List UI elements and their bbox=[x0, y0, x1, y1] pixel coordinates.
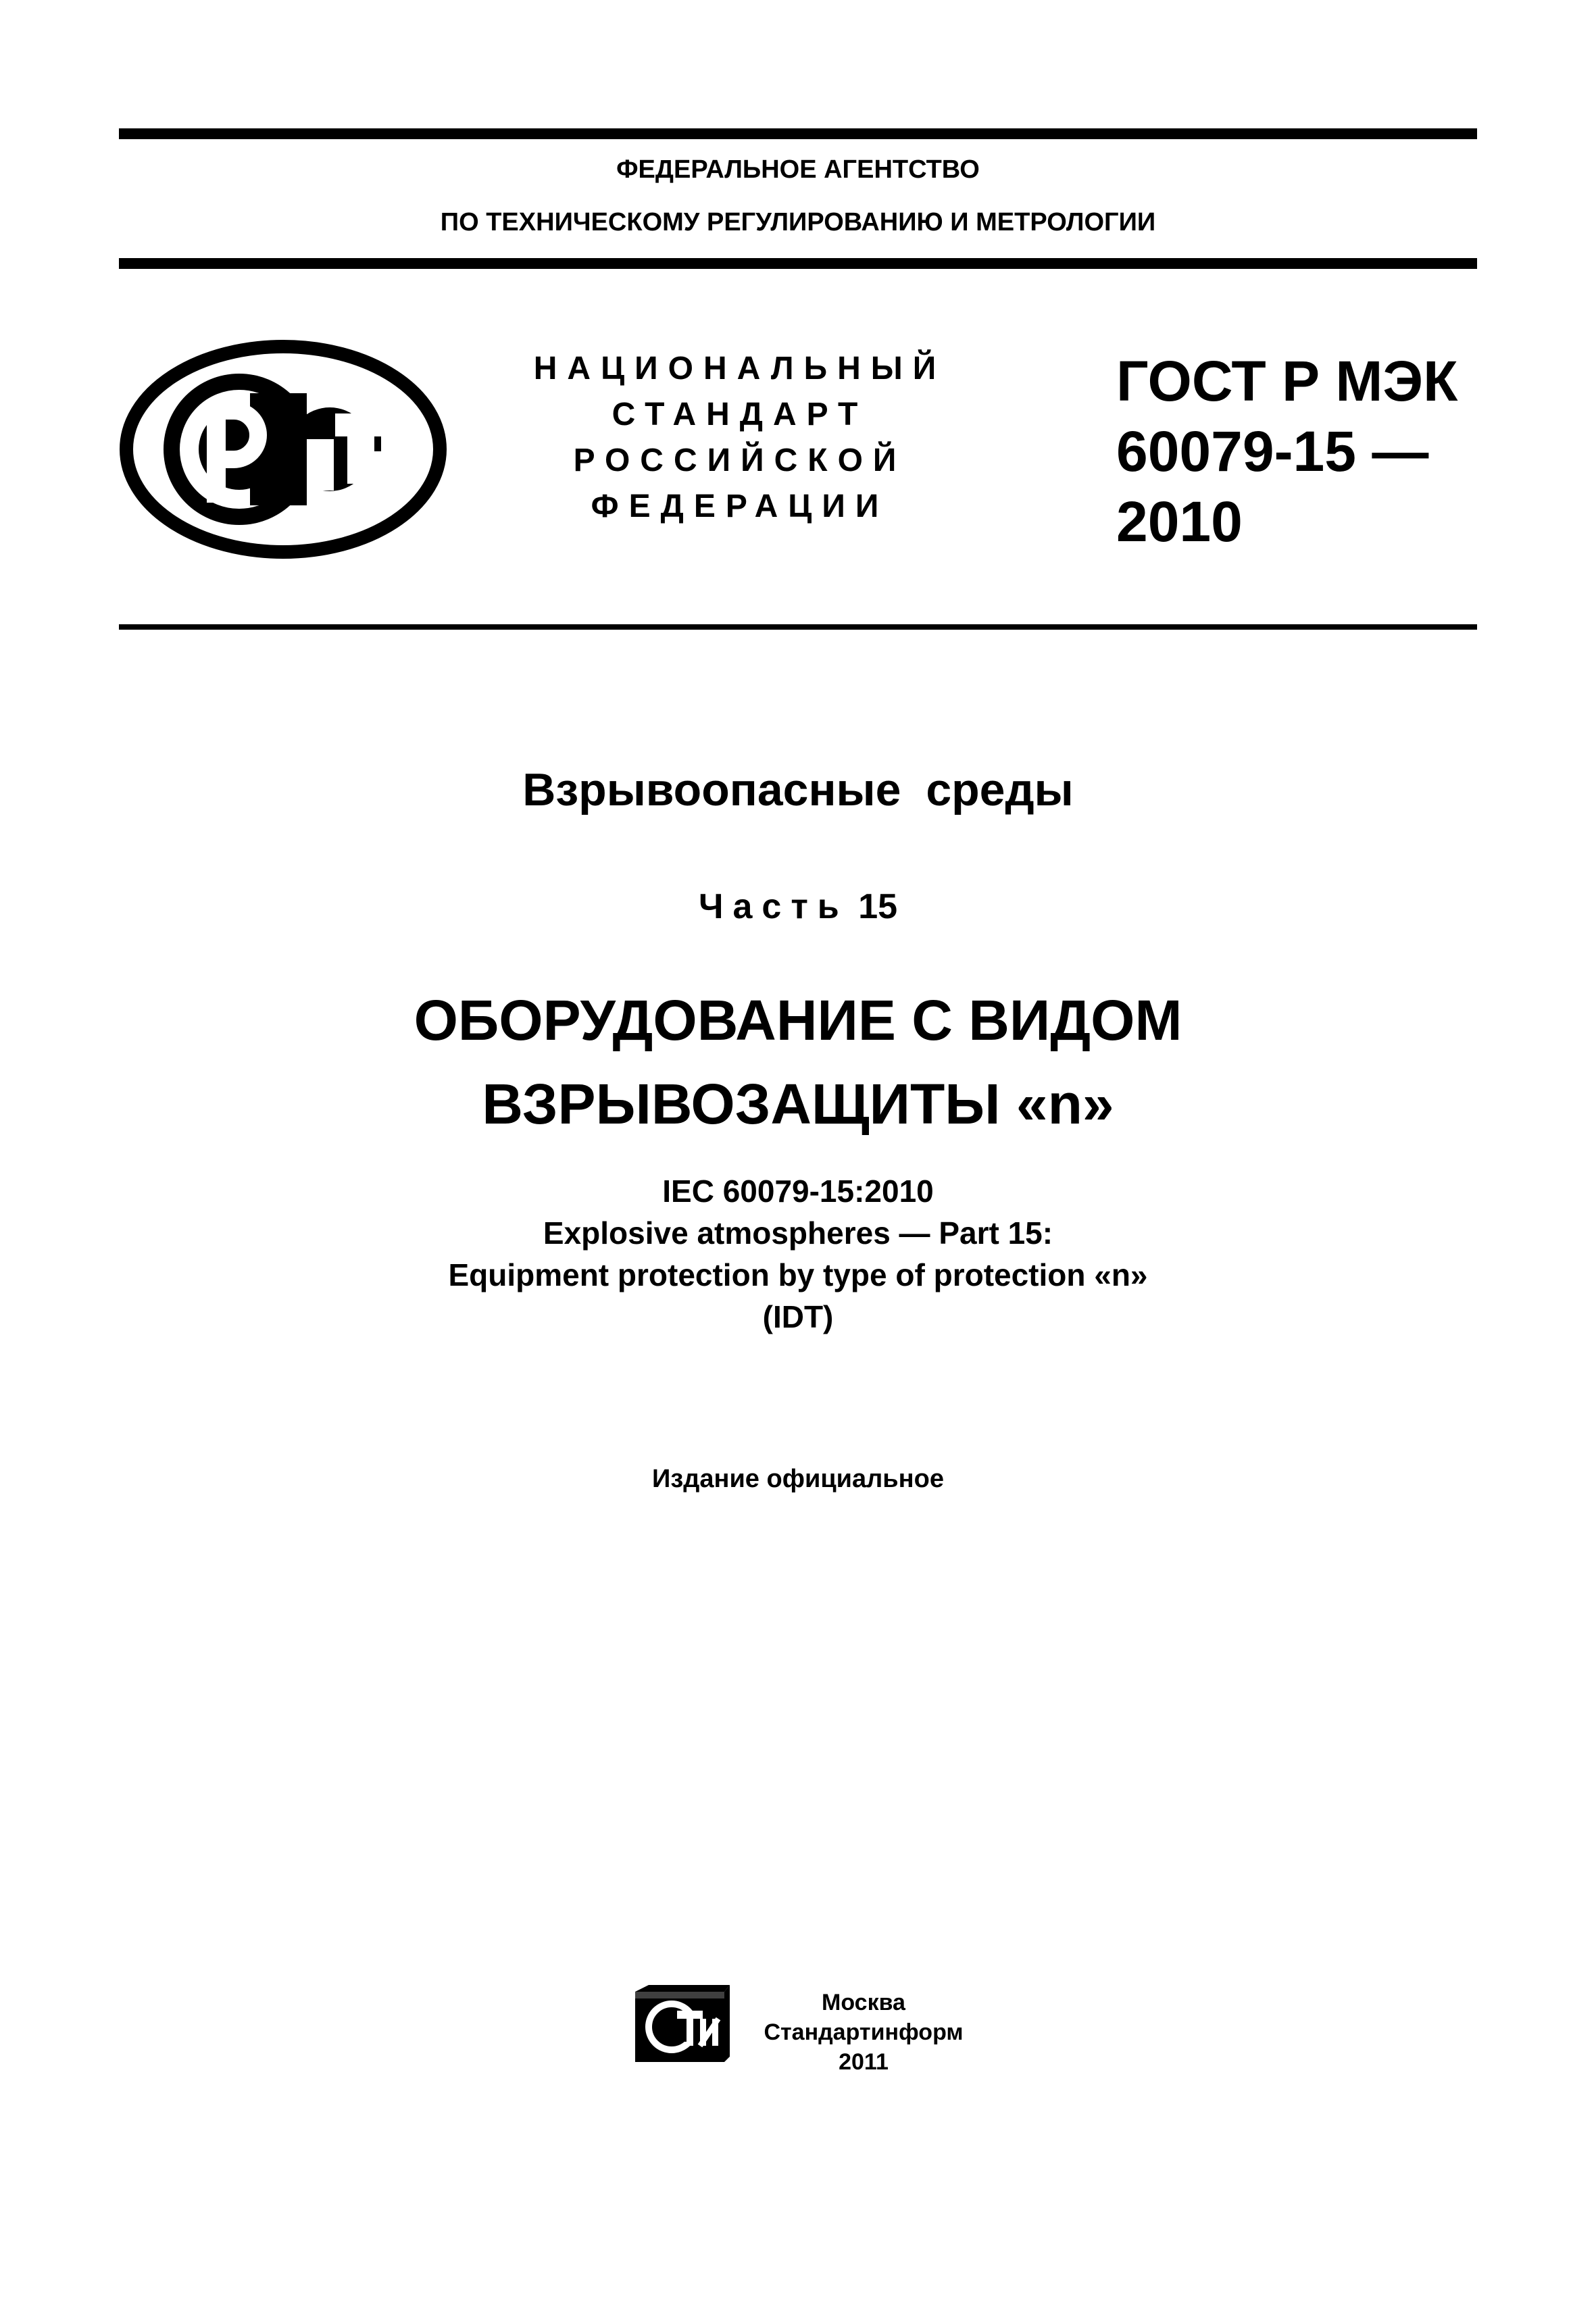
publisher-year: 2011 bbox=[839, 2049, 889, 2075]
standartinform-logo-icon bbox=[630, 1985, 730, 2067]
designation-line-2: 60079-15 — bbox=[1116, 420, 1429, 483]
iec-line-4: (IDT) bbox=[762, 1299, 834, 1334]
part-word: Часть bbox=[698, 887, 849, 926]
standard-designation bbox=[1116, 346, 1468, 557]
general-title: Взрывоопасные среды bbox=[522, 764, 1074, 815]
national-standard-line-2: СТАНДАРТ bbox=[612, 397, 868, 432]
iec-reference bbox=[119, 1170, 1477, 1338]
designation-line-3: 2010 bbox=[1116, 490, 1243, 553]
national-standard-line-3: РОССИЙСКОЙ bbox=[573, 443, 907, 478]
publisher-city: Москва bbox=[822, 1990, 905, 2015]
main-title-line-2: ВЗРЫВОЗАЩИТЫ «n» bbox=[482, 1072, 1114, 1136]
publisher-name: Стандартинформ bbox=[764, 2019, 964, 2045]
top-thick-rule bbox=[119, 128, 1477, 139]
iec-line-2: Explosive atmospheres — Part 15: bbox=[543, 1215, 1053, 1251]
edition-note: Издание официальное bbox=[652, 1465, 944, 1493]
rst-certification-mark-icon bbox=[118, 338, 449, 561]
part-number: 15 bbox=[858, 887, 898, 926]
national-standard-line-1: НАЦИОНАЛЬНЫЙ bbox=[533, 351, 947, 386]
iec-line-1: IEC 60079-15:2010 bbox=[662, 1174, 934, 1209]
iec-line-3: Equipment protection by type of protection «n» bbox=[448, 1257, 1148, 1292]
agency-line-2: ПО ТЕХНИЧЕСКОМУ РЕГУЛИРОВАНИЮ И МЕТРОЛОГИИ bbox=[440, 208, 1156, 236]
publisher-block bbox=[728, 1988, 999, 2077]
main-title bbox=[119, 978, 1477, 1146]
header-bottom-rule bbox=[119, 624, 1477, 630]
main-title-line-1: ОБОРУДОВАНИЕ С ВИДОМ bbox=[414, 988, 1182, 1052]
agency-line-1: ФЕДЕРАЛЬНОЕ АГЕНТСТВО bbox=[616, 155, 980, 184]
part-heading bbox=[119, 886, 1477, 927]
agency-bottom-rule bbox=[119, 258, 1477, 269]
designation-line-1: ГОСТ Р МЭК bbox=[1116, 349, 1458, 413]
national-standard-block bbox=[514, 346, 966, 530]
national-standard-line-4: ФЕДЕРАЦИИ bbox=[591, 488, 889, 524]
